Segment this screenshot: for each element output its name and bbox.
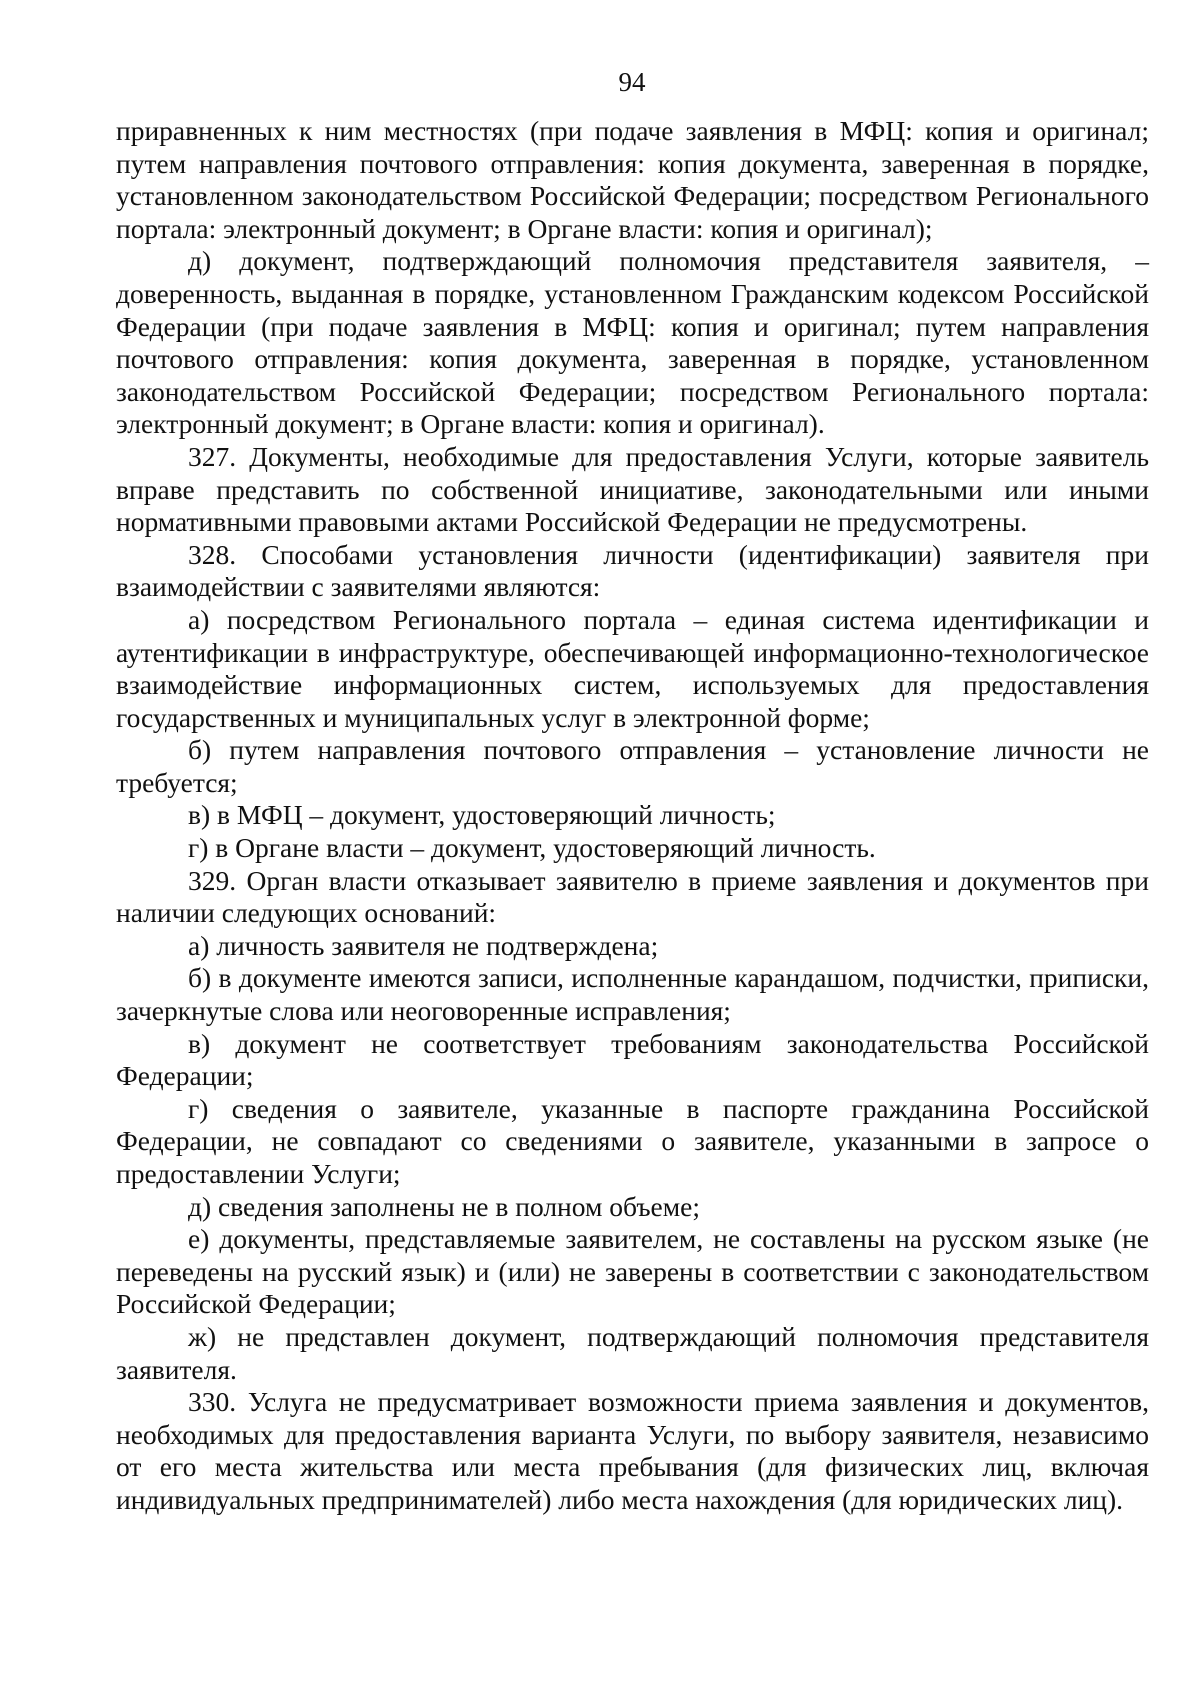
paragraph-327: 327. Документы, необходимые для предоставления Услуги, которые заявитель вправе представить по собственной инициативе, законодательными или иными нормативными правовыми актами Российской Федерации не предусмотрены.	[116, 440, 1149, 538]
paragraph-330: 330. Услуга не предусматривает возможности приема заявления и документов, необходимых для предоставления варианта Услуги, по выбору заявителя, независимо от его места жительства или места пребывания (для физических лиц, включая индивидуальных предпринимателей) либо места нахождения (для юридических лиц).	[116, 1386, 1149, 1515]
paragraph-328-item-b: б) путем направления почтового отправления – установление личности не требуется;	[116, 734, 1149, 798]
document-body	[116, 115, 1149, 1517]
paragraph-329-item-g: г) сведения о заявителе, указанные в паспорте гражданина Российской Федерации, не совпадают со сведениями о заявителе, указанными в запросе о предоставлении Услуги;	[116, 1092, 1149, 1189]
paragraph-329-item-v: в) документ не соответствует требованиям законодательства Российской Федерации;	[116, 1027, 1149, 1092]
paragraph-329-item-b: б) в документе имеются записи, исполненные карандашом, подчистки, приписки, зачеркнутые слова или неоговоренные исправления;	[116, 962, 1149, 1027]
paragraph-328-item-g: г) в Органе власти – документ, удостоверяющий личность.	[188, 832, 876, 864]
paragraph-329-item-d: д) сведения заполнены не в полном объеме;	[188, 1190, 701, 1222]
paragraph-329: 329. Орган власти отказывает заявителю в приеме заявления и документов при наличии следующих оснований:	[116, 864, 1149, 929]
paragraph-329-item-zh: ж) не представлен документ, подтверждающий полномочия представителя заявителя.	[116, 1320, 1149, 1385]
paragraph-329-item-a: а) личность заявителя не подтверждена;	[188, 929, 659, 961]
paragraph-328: 328. Способами установления личности (идентификации) заявителя при взаимодействии с заявителями являются:	[116, 538, 1149, 603]
paragraph-328-item-a: а) посредством Регионального портала – единая система идентификации и аутентификации в инфраструктуре, обеспечивающей информационно-технологическое взаимодействие информационных систем, используемых для предоставления государственных и муниципальных услуг в электронной форме;	[116, 603, 1149, 733]
paragraph-329-item-e: е) документы, представляемые заявителем, не составлены на русском языке (не переведены на русский язык) и (или) не заверены в соответствии с законодательством Российской Федерации;	[116, 1223, 1149, 1320]
paragraph-item-d-power-of-attorney: д) документ, подтверждающий полномочия представителя заявителя, – доверенность, выданная в порядке, установленном Гражданским кодексом Российской Федерации (при подаче заявления в МФЦ: копия и оригинал; путем направления почтового отправления: копия документа, заверенная в порядке, установленном законодательством Российской Федерации; посредством Регионального портала: электронный документ; в Органе власти: копия и оригинал).	[116, 245, 1149, 440]
page-number: 94	[618, 67, 646, 97]
paragraph-continuation: приравненных к ним местностях (при подаче заявления в МФЦ: копия и оригинал; путем направления почтового отправления: копия документа, заверенная в порядке, установленном законодательством Российской Федерации; посредством Регионального портала: электронный документ; в Органе власти: копия и оригинал);	[116, 115, 1149, 244]
paragraph-328-item-v: в) в МФЦ – документ, удостоверяющий личность;	[188, 799, 776, 831]
